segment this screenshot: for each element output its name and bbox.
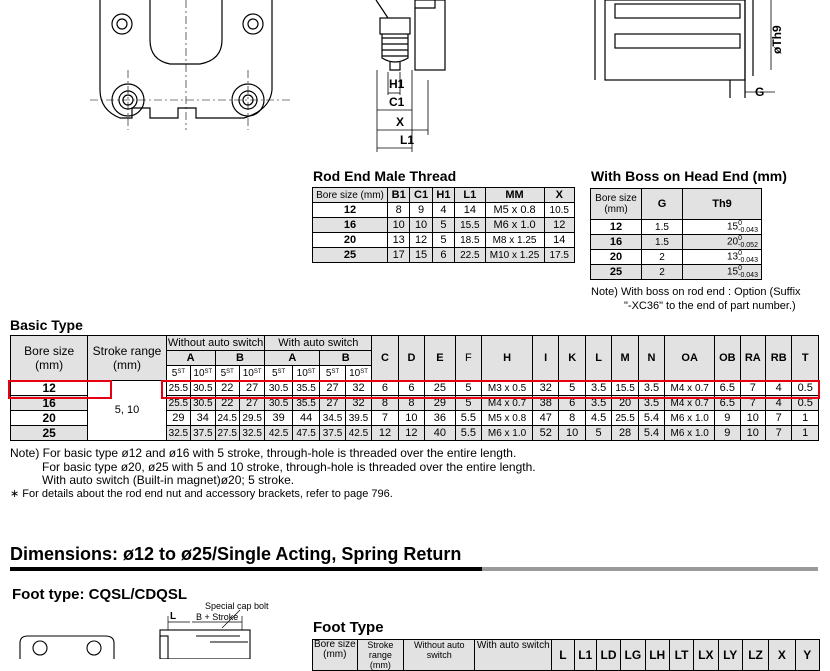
boss-col-th9: Th9: [683, 189, 762, 220]
value-cell: 5.4: [638, 426, 664, 441]
value-cell: 38: [532, 396, 558, 411]
highlight-values-12: [161, 380, 820, 399]
value-cell: 10: [398, 411, 424, 426]
value-cell: 12: [372, 426, 398, 441]
value-cell: M6 x 1.0: [665, 411, 715, 426]
table-row: 25 2 150 -0.043: [591, 265, 762, 280]
foot-col-l1: L1: [574, 640, 596, 671]
section-underline: [10, 567, 482, 571]
basic-col-f: F: [455, 336, 481, 381]
basic-col-oa: OA: [665, 336, 715, 381]
value-cell: 7: [372, 411, 398, 426]
value-cell: 0.5: [792, 396, 819, 411]
value-cell: 35.5: [292, 396, 319, 411]
value-cell: 34.5: [320, 411, 345, 426]
highlight-row-12: [8, 380, 112, 399]
bore-size-cell: 16: [11, 396, 88, 411]
basic-col-c: C: [372, 336, 398, 381]
table-row: 25 17 15 6 22.5 M10 x 1.25 17.5: [313, 248, 575, 263]
value-cell: 32.5: [166, 426, 190, 441]
boss-col-bore: Bore size (mm): [591, 189, 642, 220]
value-cell: 30.5: [265, 381, 292, 396]
value-cell: 3.5: [585, 396, 611, 411]
value-cell: 6: [372, 381, 398, 396]
value-cell: 5: [585, 426, 611, 441]
h1-label: H1: [389, 77, 405, 91]
bore-size-cell: 20: [11, 411, 88, 426]
value-cell: 47.5: [292, 426, 319, 441]
table-row: 20 13 12 5 18.5 M8 x 1.25 14: [313, 233, 575, 248]
value-cell: 9: [715, 411, 740, 426]
table-row: 16 1.5 200 -0.052: [591, 235, 762, 250]
value-cell: 44: [292, 411, 319, 426]
foot-col-l: L: [552, 640, 574, 671]
basic-col-without-auto: Without auto switch: [167, 336, 264, 349]
basic-col-m: M: [612, 336, 638, 381]
basic-col-n: N: [638, 336, 664, 381]
basic-col-b1: B: [215, 351, 265, 366]
basic-col-h: H: [482, 336, 533, 381]
foot-col-y: Y: [795, 640, 819, 671]
value-cell: 47: [532, 411, 558, 426]
foot-col-bore: Bore size (mm): [313, 640, 358, 671]
value-cell: M4 x 0.7: [665, 381, 715, 396]
value-cell: 27: [320, 381, 345, 396]
value-cell: 40: [425, 426, 456, 441]
basic-col-a1: A: [166, 351, 215, 366]
rod-col-l1: L1: [455, 188, 485, 203]
value-cell: 6: [398, 381, 424, 396]
value-cell: 5.5: [455, 426, 481, 441]
rod-col-x: X: [544, 188, 574, 203]
value-cell: 30.5: [191, 381, 215, 396]
foot-table-title: Foot Type: [313, 619, 384, 636]
basic-col-l: L: [585, 336, 611, 381]
stroke-5st: 5ST: [166, 366, 190, 381]
foot-col-ld: LD: [596, 640, 620, 671]
b-stroke-label: B + Stroke: [196, 612, 239, 622]
value-cell: 12: [398, 426, 424, 441]
value-cell: 42.5: [345, 426, 371, 441]
rod-end-table: [312, 187, 575, 263]
table-row: 20 2 130 -0.043: [591, 250, 762, 265]
value-cell: 8: [372, 396, 398, 411]
basic-col-k: K: [559, 336, 585, 381]
value-cell: 4: [765, 381, 791, 396]
stroke-5st: 5ST: [215, 366, 239, 381]
rod-col-bore: Bore size (mm): [313, 188, 388, 203]
table-row: 12 1.5 150 -0.043: [591, 220, 762, 235]
cylinder-front-view-drawing: [0, 0, 300, 160]
value-cell: 37.5: [320, 426, 345, 441]
value-cell: 42.5: [265, 426, 292, 441]
stroke-range-cell: 5, 10: [88, 381, 166, 441]
value-cell: 4: [765, 396, 791, 411]
value-cell: 20: [612, 396, 638, 411]
stroke-10st: 10ST: [191, 366, 215, 381]
special-cap-bolt-label: Special cap bolt: [205, 601, 269, 611]
value-cell: 8: [398, 396, 424, 411]
basic-col-bore: Bore size (mm): [11, 336, 88, 381]
rod-end-drawing: [360, 0, 520, 160]
foot-col-with: With auto switch: [475, 640, 552, 671]
value-cell: M3 x 0.5: [482, 381, 533, 396]
basic-col-e: E: [425, 336, 456, 381]
foot-l-label: L: [170, 611, 177, 622]
foot-col-lx: LX: [694, 640, 718, 671]
basic-col-ra: RA: [740, 336, 765, 381]
value-cell: 10: [559, 426, 585, 441]
th9-label: øTh9: [770, 25, 784, 54]
basic-col-rb: RB: [765, 336, 791, 381]
boss-side-view-drawing: [585, 0, 795, 105]
rod-col-h1: H1: [432, 188, 454, 203]
value-cell: 34: [191, 411, 215, 426]
value-cell: 27: [320, 396, 345, 411]
basic-type-title: Basic Type: [10, 317, 83, 333]
foot-col-ly: LY: [718, 640, 742, 671]
value-cell: 28: [612, 426, 638, 441]
l1-label: L1: [400, 133, 415, 147]
value-cell: M6 x 1.0: [665, 426, 715, 441]
value-cell: 32.5: [239, 426, 264, 441]
basic-col-d: D: [398, 336, 424, 381]
section-title: Dimensions: ø12 to ø25/Single Acting, Spring Return: [10, 544, 462, 564]
value-cell: 0.5: [792, 381, 819, 396]
value-cell: 8: [559, 411, 585, 426]
rod-table-title: Rod End Male Thread: [313, 168, 457, 184]
value-cell: 29: [166, 411, 190, 426]
value-cell: 25.5: [166, 381, 190, 396]
value-cell: M4 x 0.7: [482, 396, 533, 411]
value-cell: 39.5: [345, 411, 371, 426]
value-cell: 25.5: [166, 396, 190, 411]
foot-col-x: X: [769, 640, 795, 671]
value-cell: 5: [455, 381, 481, 396]
value-cell: M5 x 0.8: [482, 411, 533, 426]
boss-col-g: G: [642, 189, 683, 220]
value-cell: 25: [425, 381, 456, 396]
value-cell: 52: [532, 426, 558, 441]
boss-table-title: With Boss on Head End (mm): [591, 168, 787, 184]
bore-size-cell: 25: [11, 426, 88, 441]
basic-col-b2: B: [320, 351, 372, 366]
value-cell: 36: [425, 411, 456, 426]
foot-type-table: [312, 639, 820, 671]
value-cell: 35.5: [292, 381, 319, 396]
basic-col-i: I: [532, 336, 558, 381]
bore-size-cell: 12: [11, 381, 88, 396]
boss-note: Note) With boss on rod end : Option (Suffix "-XC36" to the end of part number.): [591, 286, 801, 312]
value-cell: 24.5: [215, 411, 239, 426]
stroke-10st: 10ST: [239, 366, 264, 381]
value-cell: 9: [715, 426, 740, 441]
value-cell: 22: [215, 396, 239, 411]
value-cell: 32: [345, 396, 371, 411]
value-cell: 6.5: [715, 381, 740, 396]
section-underline-gray: [482, 567, 818, 571]
basic-col-a2: A: [265, 351, 320, 366]
value-cell: 5: [559, 381, 585, 396]
value-cell: 27.5: [215, 426, 239, 441]
value-cell: 7: [765, 426, 791, 441]
value-cell: 30.5: [265, 396, 292, 411]
value-cell: 6.5: [715, 396, 740, 411]
value-cell: 10: [740, 411, 765, 426]
foot-type-title: Foot type: CQSL/CDQSL: [12, 586, 187, 603]
value-cell: 4.5: [585, 411, 611, 426]
value-cell: 25.5: [612, 411, 638, 426]
table-row: 16 10 10 5 15.5 M6 x 1.0 12: [313, 218, 575, 233]
value-cell: 29.5: [239, 411, 264, 426]
value-cell: 27: [239, 396, 264, 411]
value-cell: 37.5: [191, 426, 215, 441]
stroke-10st: 10ST: [292, 366, 319, 381]
value-cell: 39: [265, 411, 292, 426]
value-cell: 27: [239, 381, 264, 396]
stroke-5st: 5ST: [320, 366, 345, 381]
value-cell: 15.5: [612, 381, 638, 396]
value-cell: 1: [792, 426, 819, 441]
value-cell: 10: [740, 426, 765, 441]
value-cell: 7: [740, 396, 765, 411]
foot-type-drawing: [10, 598, 300, 659]
rod-col-mm: MM: [485, 188, 544, 203]
stroke-10st: 10ST: [345, 366, 371, 381]
value-cell: M6 x 1.0: [482, 426, 533, 441]
value-cell: 7: [740, 381, 765, 396]
foot-col-without: Without auto switch: [404, 640, 475, 671]
foot-col-lh: LH: [645, 640, 669, 671]
g-label: G: [755, 85, 765, 99]
c1-label: C1: [389, 95, 405, 109]
foot-col-stroke: Stroke range (mm): [357, 640, 404, 671]
value-cell: 3.5: [638, 396, 664, 411]
basic-col-ob: OB: [715, 336, 740, 381]
value-cell: 7: [765, 411, 791, 426]
table-row: 12 8 9 4 14 M5 x 0.8 10.5: [313, 203, 575, 218]
value-cell: 6: [559, 396, 585, 411]
value-cell: 5: [455, 396, 481, 411]
value-cell: 3.5: [585, 381, 611, 396]
foot-col-lg: LG: [621, 640, 645, 671]
value-cell: 3.5: [638, 381, 664, 396]
value-cell: 1: [792, 411, 819, 426]
foot-col-lz: LZ: [742, 640, 768, 671]
basic-notes: Note) For basic type ø12 and ø16 with 5 stroke, through-hole is threaded over the entire length. For basic type ø20, ø25 with 5 and 10 stroke, through-hole is threaded over the entire length. With auto switch (Built-in magnet)ø20; 5 stroke. ∗ For details about the rod end nut and accessory brackets, refer to page 796.: [10, 446, 536, 500]
basic-col-with-auto: With auto switch: [265, 336, 372, 351]
boss-table: [590, 188, 762, 280]
value-cell: 5.4: [638, 411, 664, 426]
basic-col-t: T: [792, 336, 819, 381]
value-cell: 30.5: [191, 396, 215, 411]
value-cell: 32: [532, 381, 558, 396]
value-cell: 5.5: [455, 411, 481, 426]
basic-col-stroke: Stroke range (mm): [88, 336, 166, 381]
value-cell: 22: [215, 381, 239, 396]
value-cell: 32: [345, 381, 371, 396]
foot-col-lt: LT: [669, 640, 693, 671]
x-label: X: [396, 115, 405, 129]
rod-col-b1: B1: [388, 188, 410, 203]
stroke-5st: 5ST: [265, 366, 292, 381]
value-cell: 29: [425, 396, 456, 411]
value-cell: M4 x 0.7: [665, 396, 715, 411]
rod-col-c1: C1: [410, 188, 432, 203]
